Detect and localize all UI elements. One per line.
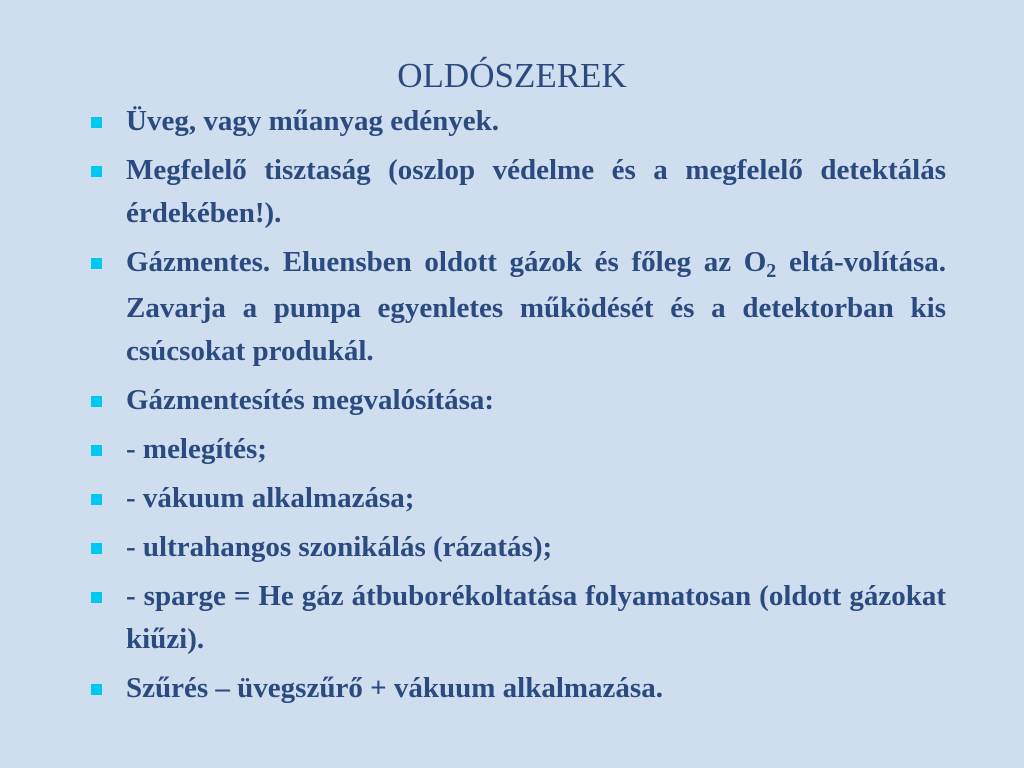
list-item: [88, 241, 946, 373]
square-bullet-icon: [91, 166, 102, 177]
list-item: [88, 428, 946, 471]
list-item-text: - sparge = He gáz átbuborékoltatása folyamatosan (oldott gázokat kiűzi).: [126, 580, 946, 655]
list-item: [88, 100, 946, 143]
square-bullet-icon: [91, 445, 102, 456]
slide-title: OLDÓSZEREK: [397, 56, 627, 95]
list-item-text: - ultrahangos szonikálás (rázatás);: [126, 531, 553, 563]
list-item-text-after-subscript: eltá-volítása. Zavarja a pumpa egyenletes működését és a detektorban kis csúcsokat produkál.: [126, 246, 946, 367]
list-item-text: Gázmentesítés megvalósítása:: [126, 384, 495, 416]
list-item: [88, 667, 946, 710]
list-item: [88, 477, 946, 520]
list-item: [88, 149, 946, 235]
list-item: [88, 379, 946, 422]
list-item: [88, 526, 946, 569]
square-bullet-icon: [91, 684, 102, 695]
list-item-text: Megfelelő tisztaság (oszlop védelme és a megfelelő detektálás érdekében!).: [126, 154, 946, 229]
list-item-text: Szűrés – üvegszűrő + vákuum alkalmazása.: [126, 672, 663, 704]
list-item-text: - vákuum alkalmazása;: [126, 482, 415, 514]
square-bullet-icon: [91, 396, 102, 407]
list-item-text: Üveg, vagy műanyag edények.: [126, 105, 499, 137]
square-bullet-icon: [91, 543, 102, 554]
square-bullet-icon: [91, 494, 102, 505]
square-bullet-icon: [91, 592, 102, 603]
list-item-text-before-subscript: Gázmentes. Eluensben oldott gázok és főleg az O: [126, 246, 767, 278]
list-item: [88, 575, 946, 661]
square-bullet-icon: [91, 258, 102, 269]
square-bullet-icon: [91, 117, 102, 128]
list-item-text: - melegítés;: [126, 433, 267, 465]
subscript: 2: [766, 260, 777, 282]
bullet-list: [88, 100, 946, 716]
